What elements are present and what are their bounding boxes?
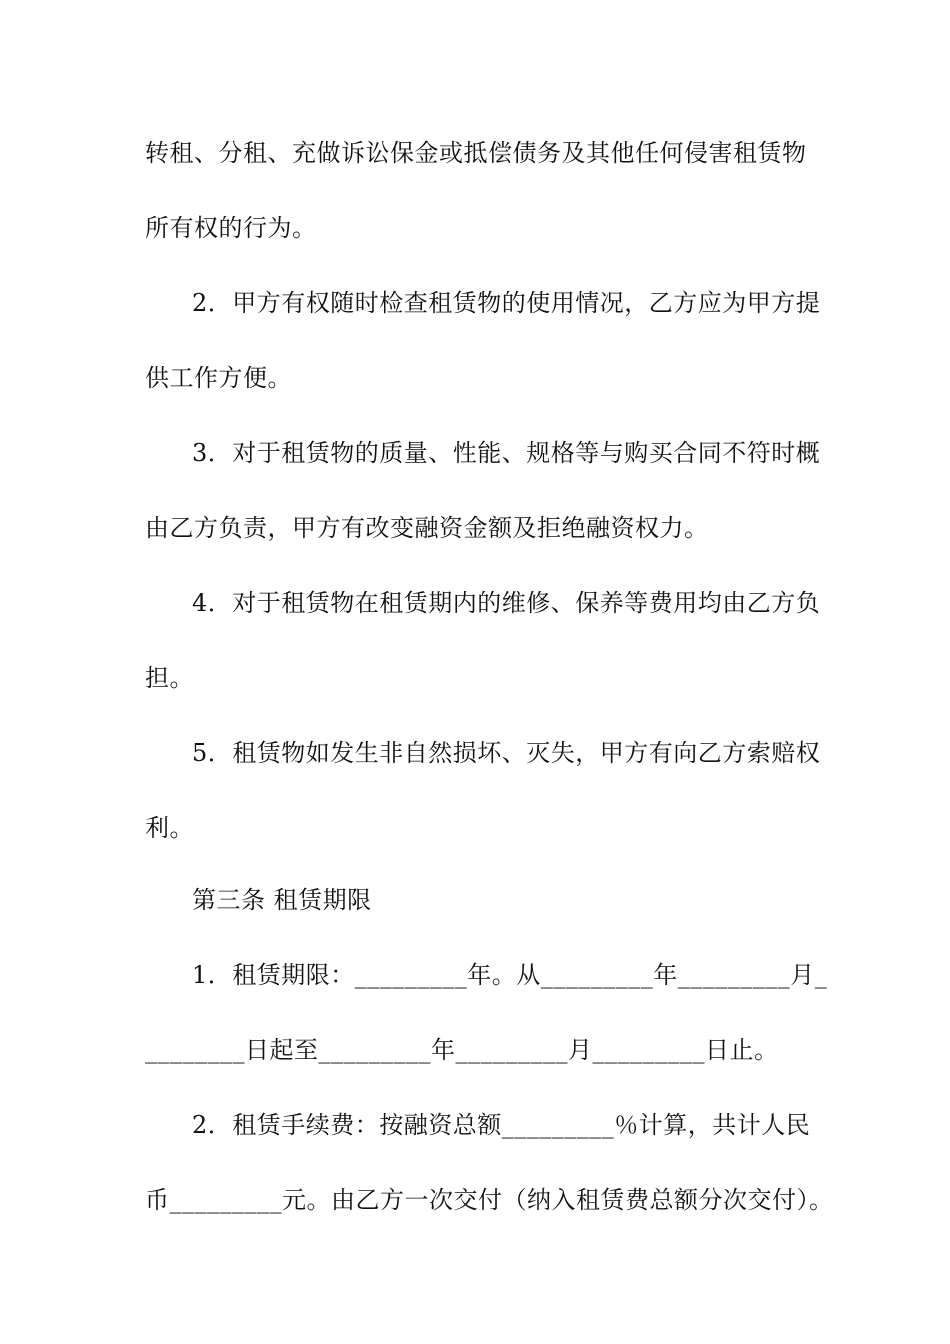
- paragraph-line: 转租、分租、充做诉讼保金或抵偿债务及其他任何侵害租赁物: [145, 139, 807, 167]
- paragraph-line: 5．租赁物如发生非自然损坏、灭失，甲方有向乙方索赔权: [192, 739, 821, 767]
- paragraph-line: 利。: [145, 814, 194, 842]
- paragraph-line: 2．甲方有权随时检查租赁物的使用情况，乙方应为甲方提: [192, 289, 821, 317]
- paragraph-line: 2．租赁手续费：按融资总额_________％计算，共计人民: [192, 1111, 811, 1139]
- paragraph-line: ________日起至_________年_________月_________日止。: [145, 1036, 779, 1064]
- paragraph-line: 1．租赁期限：_________年。从_________年_________月_: [192, 961, 828, 989]
- paragraph-line: 担。: [145, 664, 194, 692]
- paragraph-line: 供工作方便。: [145, 364, 292, 392]
- paragraph-line: 所有权的行为。: [145, 214, 317, 242]
- paragraph-line: 3．对于租赁物的质量、性能、规格等与购买合同不符时概: [192, 439, 821, 467]
- paragraph-line: 币_________元。由乙方一次交付（纳入租赁费总额分次交付）。: [145, 1186, 834, 1214]
- paragraph-line: 4．对于租赁物在租赁期内的维修、保养等费用均由乙方负: [192, 589, 821, 617]
- paragraph-line: 由乙方负责，甲方有改变融资金额及拒绝融资权力。: [145, 514, 709, 542]
- section-heading: 第三条 租赁期限: [192, 886, 372, 914]
